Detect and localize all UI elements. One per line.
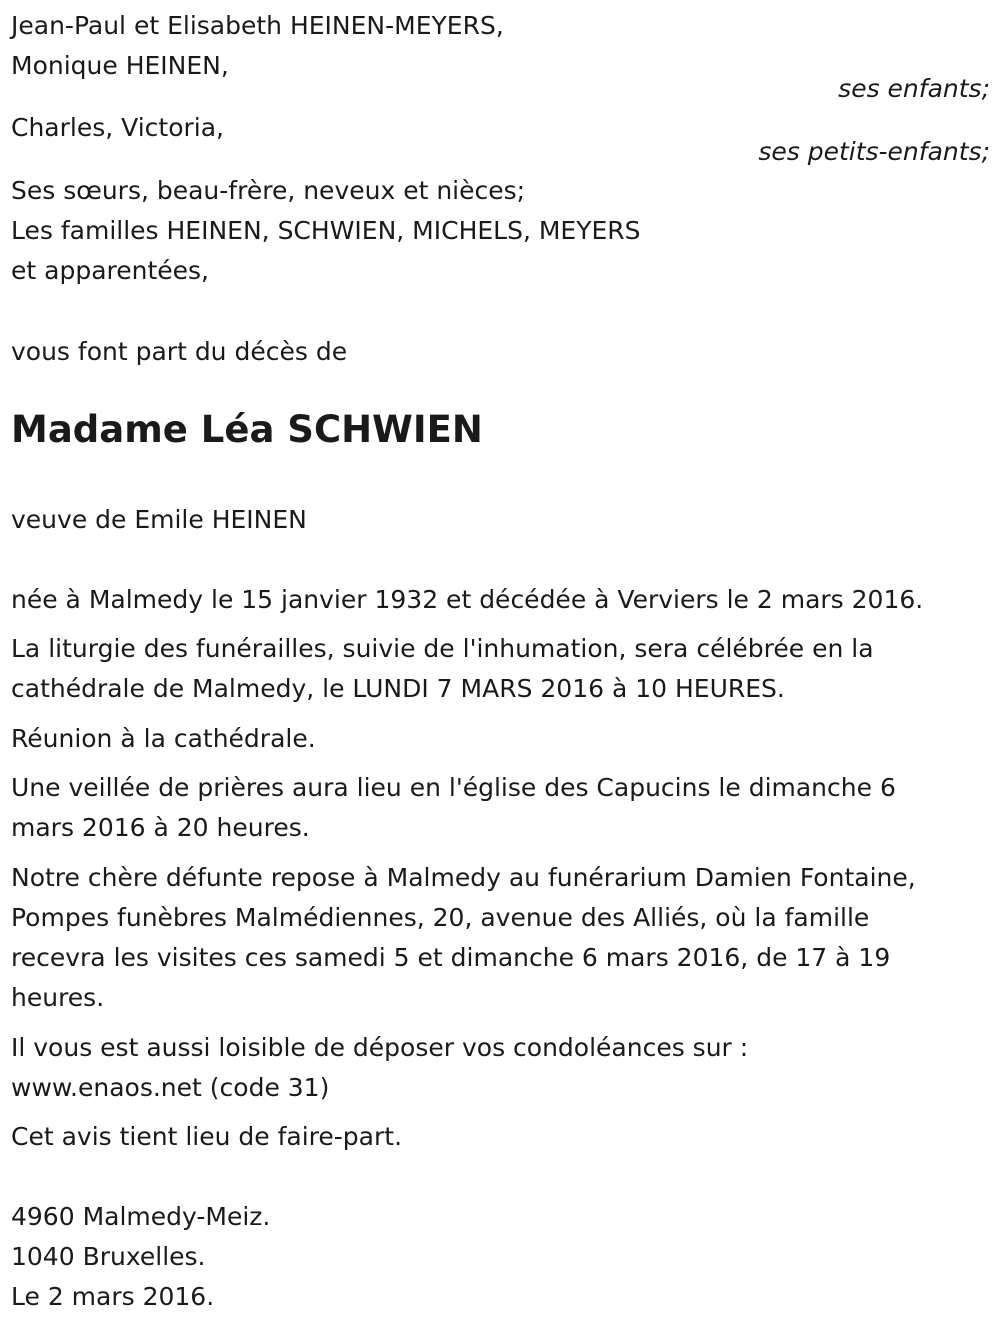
liturgy-line-1: La liturgie des funérailles, suivie de l'inhumation, sera célébrée en la bbox=[11, 634, 874, 663]
address-2: 1040 Bruxelles. bbox=[11, 1242, 206, 1271]
notice-date: Le 2 mars 2016. bbox=[11, 1282, 215, 1311]
address-1: 4960 Malmedy-Meiz. bbox=[11, 1202, 271, 1231]
condolences-line-1: Il vous est aussi loisible de déposer vos condoléances sur : bbox=[11, 1033, 749, 1062]
vigil-line-2: mars 2016 à 20 heures. bbox=[11, 813, 310, 842]
rest-line-2: Pompes funèbres Malmédiennes, 20, avenue des Alliés, où la famille bbox=[11, 903, 870, 932]
relatives-line-2: Les familles HEINEN, SCHWIEN, MICHELS, MEYERS bbox=[11, 216, 641, 245]
liturgy-line-2: cathédrale de Malmedy, le LUNDI 7 MARS 2016 à 10 HEURES. bbox=[11, 674, 785, 703]
children-line-1: Jean-Paul et Elisabeth HEINEN-MEYERS, bbox=[11, 11, 504, 40]
relatives-line-3: et apparentées, bbox=[11, 256, 209, 285]
rest-line-1: Notre chère défunte repose à Malmedy au funérarium Damien Fontaine, bbox=[11, 863, 916, 892]
children-line-2: Monique HEINEN, bbox=[11, 51, 229, 80]
children-role: ses enfants; bbox=[838, 74, 990, 103]
meeting: Réunion à la cathédrale. bbox=[11, 724, 316, 753]
rest-line-3: recevra les visites ces samedi 5 et dimanche 6 mars 2016, de 17 à 19 bbox=[11, 943, 891, 972]
grandchildren-role: ses petits-enfants; bbox=[758, 137, 990, 166]
vigil-line-1: Une veillée de prières aura lieu en l'église des Capucins le dimanche 6 bbox=[11, 773, 896, 802]
birth-death: née à Malmedy le 15 janvier 1932 et décédée à Verviers le 2 mars 2016. bbox=[11, 585, 924, 614]
grandchildren-line: Charles, Victoria, bbox=[11, 113, 224, 142]
notice-text: Cet avis tient lieu de faire-part. bbox=[11, 1122, 403, 1151]
condolences-line-2: www.enaos.net (code 31) bbox=[11, 1073, 330, 1102]
announcement-intro: vous font part du décès de bbox=[11, 337, 348, 366]
rest-line-4: heures. bbox=[11, 983, 105, 1012]
relatives-line-1: Ses sœurs, beau-frère, neveux et nièces; bbox=[11, 176, 526, 205]
deceased-name: Madame Léa SCHWIEN bbox=[11, 408, 483, 451]
widow-of: veuve de Emile HEINEN bbox=[11, 505, 307, 534]
